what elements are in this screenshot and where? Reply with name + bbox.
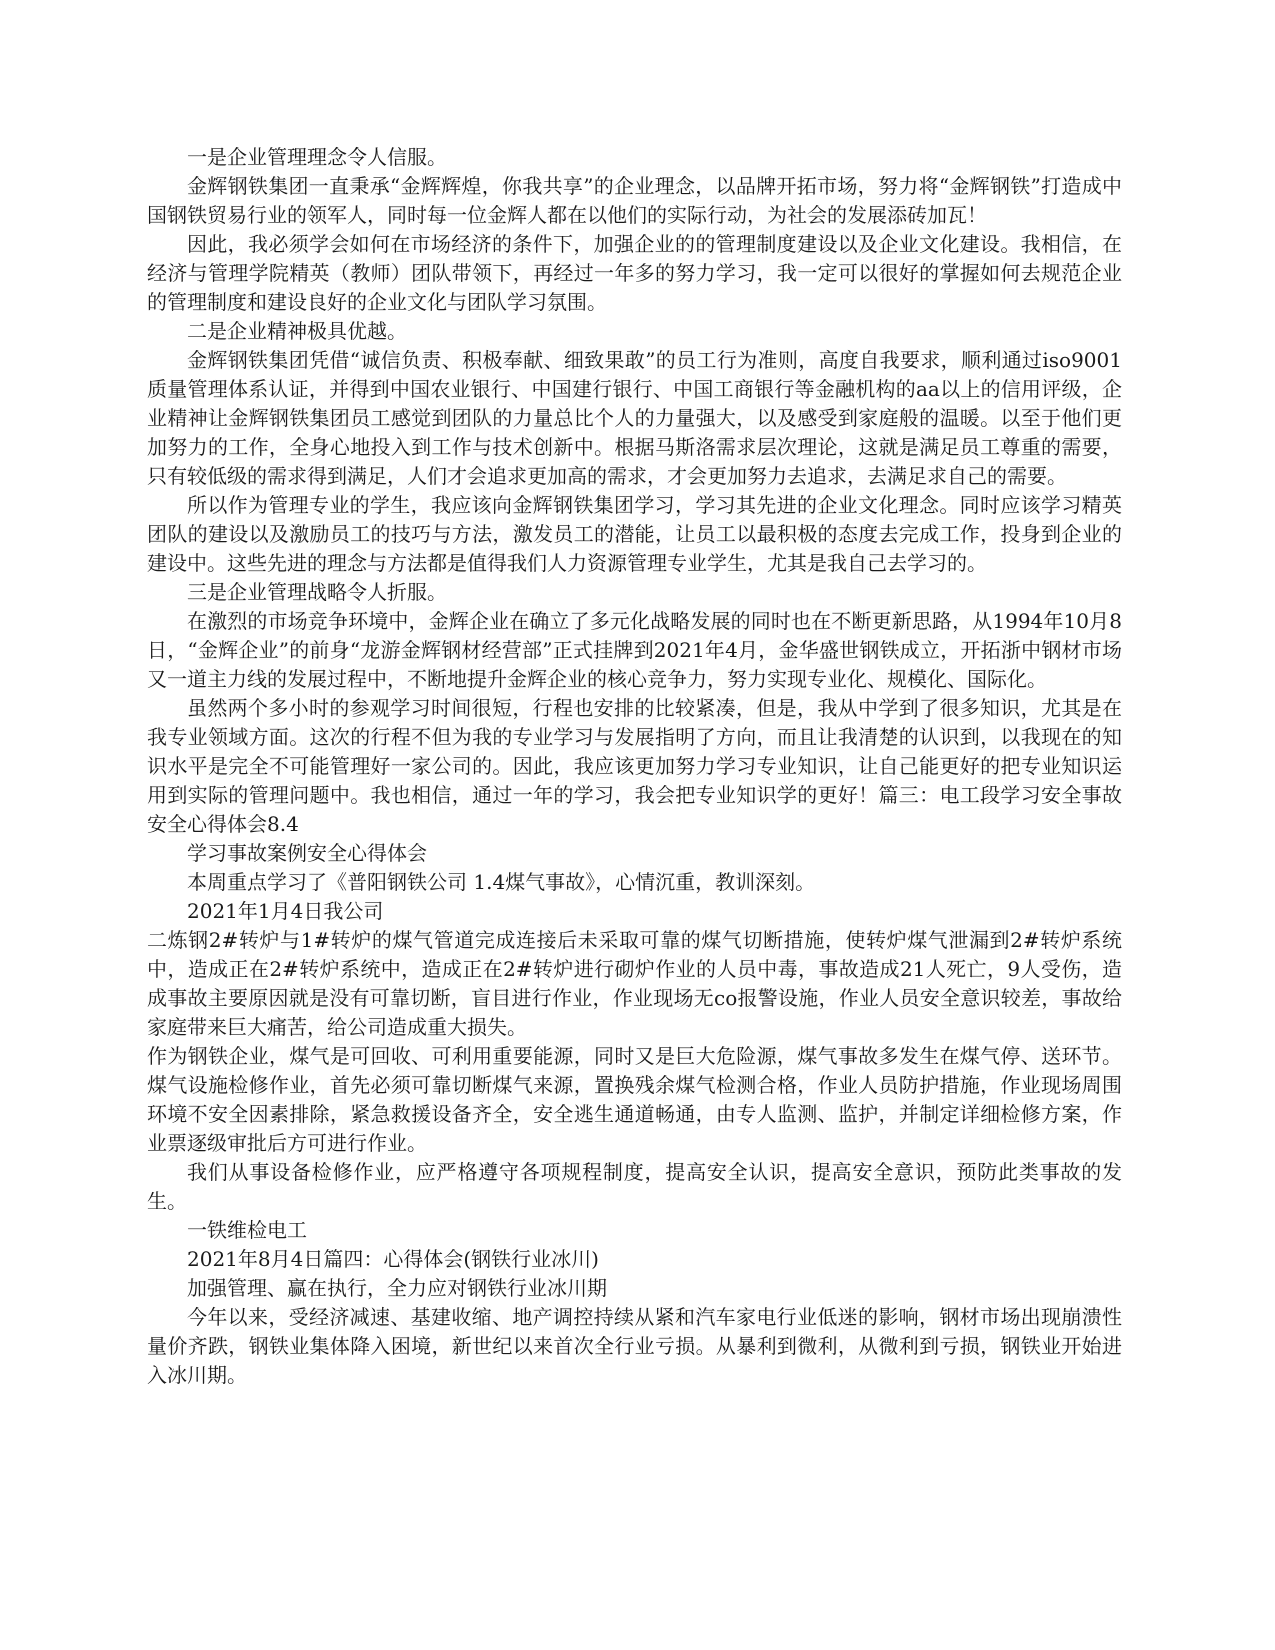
paragraph: 作为钢铁企业，煤气是可回收、可利用重要能源，同时又是巨大危险源，煤气事故多发生在煤气停、送环节。煤气设施检修作业，首先必须可靠切断煤气来源，置换残余煤气检测合格，作业人员防护措施，作业现场周围环境不安全因素排除，紧急救援设备齐全，安全逃生通道畅通，由专人监测、监护，并制定详细检修方案，作业票逐级审批后方可进行作业。 <box>147 1044 1122 1155</box>
paragraph: 因此，我必须学会如何在市场经济的条件下，加强企业的的管理制度建设以及企业文化建设。我相信，在经济与管理学院精英（教师）团队带领下，再经过一年多的努力学习，我一定可以很好的掌握如何去规范企业的管理制度和建设良好的企业文化与团队学习氛围。 <box>147 232 1122 314</box>
paragraph: 金辉钢铁集团一直秉承“金辉辉煌，你我共享”的企业理念，以品牌开拓市场，努力将“金辉钢铁”打造成中国钢铁贸易行业的领军人，同时每一位金辉人都在以他们的实际行动，为社会的发展添砖加瓦！ <box>147 174 1122 227</box>
paragraph: 金辉钢铁集团凭借“诚信负责、积极奉献、细致果敢”的员工行为准则，高度自我要求，顺利通过iso9001质量管理体系认证，并得到中国农业银行、中国建行银行、中国工商银行等金融机构的aa以上的信用评级，企业精神让金辉钢铁集团员工感觉到团队的力量总比个人的力量强大，以及感受到家庭般的温暖。以至于他们更加努力的工作，全身心地投入到工作与技术创新中。根据马斯洛需求层次理论，这就是满足员工尊重的需要，只有较低级的需求得到满足，人们才会追求更加高的需求，才会更加努力去追求，去满足求自己的需要。 <box>147 348 1122 488</box>
paragraph: 三是企业管理战略令人折服。 <box>187 580 447 604</box>
paragraph: 今年以来，受经济减速、基建收缩、地产调控持续从紧和汽车家电行业低迷的影响，钢材市场出现崩溃性量价齐跌，钢铁业集体降入困境，新世纪以来首次全行业亏损。从暴利到微利，从微利到亏损，钢铁业开始进入冰川期。 <box>147 1305 1122 1387</box>
paragraph: 学习事故案例安全心得体会 <box>187 841 427 865</box>
paragraph: 虽然两个多小时的参观学习时间很短，行程也安排的比较紧凑，但是，我从中学到了很多知识，尤其是在我专业领域方面。这次的行程不但为我的专业学习与发展指明了方向，而且让我清楚的认识到，以我现在的知识水平是完全不可能管理好一家公司的。因此，我应该更加努力学习专业知识，让自己能更好的把专业知识运用到实际的管理问题中。我也相信，通过一年的学习，我会把专业知识学的更好！篇三：电工段学习安全事故安全心得体会8.4 <box>147 696 1122 836</box>
paragraph: 2021年8月4日篇四：心得体会(钢铁行业冰川) <box>187 1247 599 1271</box>
paragraph: 加强管理、赢在执行，全力应对钢铁行业冰川期 <box>187 1276 607 1300</box>
paragraph: 本周重点学习了《普阳钢铁公司 1.4煤气事故》，心情沉重，教训深刻。 <box>187 870 816 894</box>
paragraph: 一铁维检电工 <box>187 1218 307 1242</box>
paragraph: 二炼钢2#转炉与1#转炉的煤气管道完成连接后未采取可靠的煤气切断措施，使转炉煤气泄漏到2#转炉系统中，造成正在2#转炉系统中，造成正在2#转炉进行砌炉作业的人员中毒，事故造成21人死亡，9人受伤，造成事故主要原因就是没有可靠切断，盲目进行作业，作业现场无co报警设施，作业人员安全意识较差，事故给家庭带来巨大痛苦，给公司造成重大损失。 <box>147 928 1122 1039</box>
paragraph: 所以作为管理专业的学生，我应该向金辉钢铁集团学习，学习其先进的企业文化理念。同时应该学习精英团队的建设以及激励员工的技巧与方法，激发员工的潜能，让员工以最积极的态度去完成工作，投身到企业的建设中。这些先进的理念与方法都是值得我们人力资源管理专业学生，尤其是我自己去学习的。 <box>147 493 1122 575</box>
paragraph: 我们从事设备检修作业，应严格遵守各项规程制度，提高安全认识，提高安全意识，预防此类事故的发生。 <box>147 1160 1122 1213</box>
paragraph: 2021年1月4日我公司 <box>187 899 384 923</box>
paragraph: 二是企业精神极具优越。 <box>187 319 407 343</box>
paragraph: 在激烈的市场竞争环境中，金辉企业在确立了多元化战略发展的同时也在不断更新思路，从1994年10月8日，“金辉企业”的前身“龙游金辉钢材经营部”正式挂牌到2021年4月，金华盛世钢铁成立，开拓浙中钢材市场又一道主力线的发展过程中，不断地提升金辉企业的核心竞争力，努力实现专业化、规模化、国际化。 <box>147 609 1122 691</box>
paragraph: 一是企业管理理念令人信服。 <box>187 145 447 169</box>
document-body <box>147 143 1122 1390</box>
